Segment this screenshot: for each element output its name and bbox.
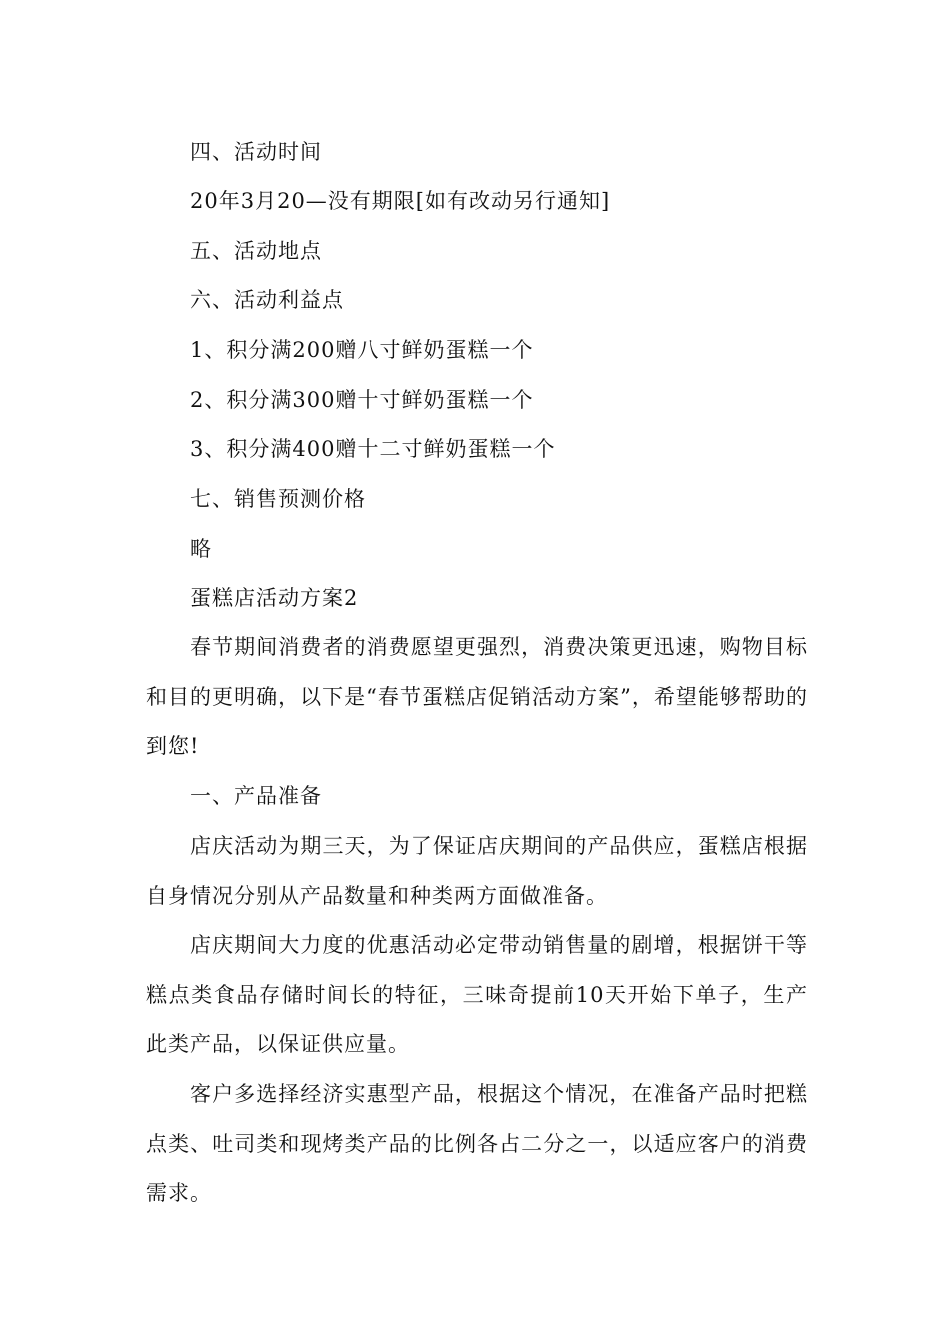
heading-activity-benefits: 六、活动利益点 [190,288,344,312]
preparation-paragraph-1: 店庆活动为期三天，为了保证店庆期间的产品供应，蛋糕店根据自身情况分别从产品数量和种类两方面做准备。 [146,834,808,908]
sales-forecast-text: 略 [190,537,212,561]
heading-activity-location: 五、活动地点 [190,239,322,263]
intro-paragraph: 春节期间消费者的消费愿望更强烈，消费决策更迅速，购物目标和目的更明确，以下是“春节蛋糕店促销活动方案”，希望能够帮助的到您! [146,635,808,758]
benefit-item-2: 2、积分满300赠十寸鲜奶蛋糕一个 [190,388,534,412]
preparation-paragraph-2: 店庆期间大力度的优惠活动必定带动销售量的剧增，根据饼干等糕点类食品存储时间长的特征，三味奇提前10天开始下单子，生产此类产品，以保证供应量。 [146,933,808,1056]
heading-activity-time: 四、活动时间 [190,140,322,164]
preparation-paragraph-3: 客户多选择经济实惠型产品，根据这个情况，在准备产品时把糕点类、吐司类和现烤类产品的比例各占二分之一，以适应客户的消费需求。 [146,1082,808,1205]
heading-sales-forecast: 七、销售预测价格 [190,487,366,511]
benefit-item-3: 3、积分满400赠十二寸鲜奶蛋糕一个 [190,437,556,461]
plan-2-title: 蛋糕店活动方案2 [190,586,359,610]
activity-time-text: 20年3月20—没有期限[如有改动另行通知] [190,189,611,213]
benefit-item-1: 1、积分满200赠八寸鲜奶蛋糕一个 [190,338,534,362]
heading-product-preparation: 一、产品准备 [190,784,322,808]
